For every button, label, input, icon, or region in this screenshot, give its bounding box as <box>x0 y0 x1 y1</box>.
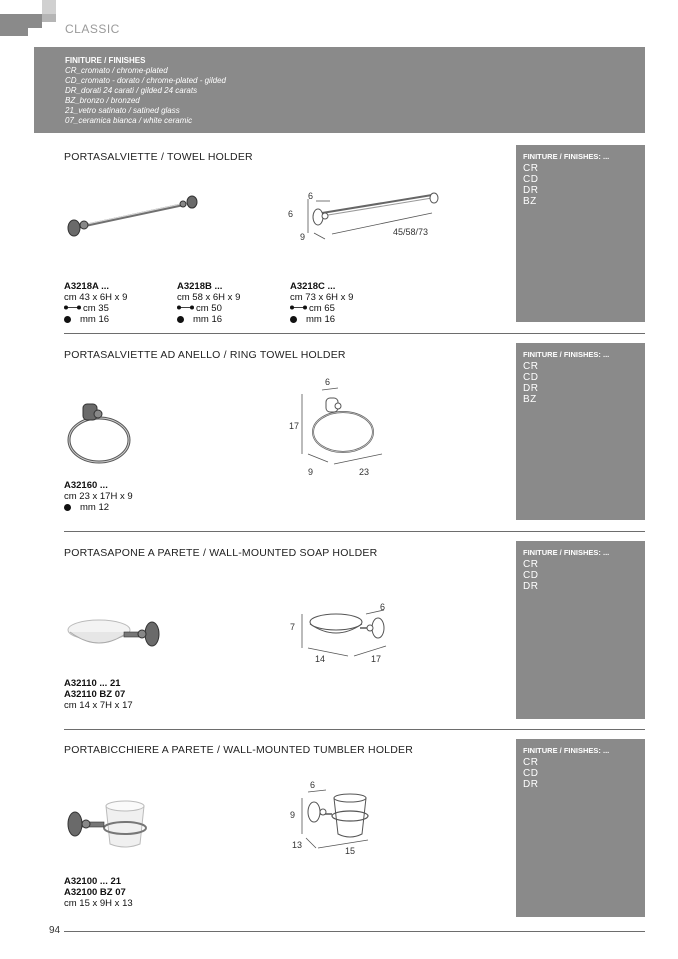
footer-rule <box>64 931 645 932</box>
product-spec-a32160 <box>64 480 133 513</box>
finish-code: CR <box>523 361 539 372</box>
center-distance: cm 50 <box>196 303 222 314</box>
panel-heading: FINITURE / FINISHES: ... <box>523 152 610 161</box>
section-divider <box>64 729 645 730</box>
product-size: cm 58 x 6H x 9 <box>177 292 241 303</box>
product-size: cm 73 x 6H x 9 <box>290 292 354 303</box>
finish-code: DR <box>523 581 539 592</box>
tube-diameter-icon <box>64 504 71 511</box>
finishes-panel-soap-holder <box>516 541 645 719</box>
tube-diameter: mm 16 <box>193 314 223 325</box>
dim-width: 15 <box>345 846 356 856</box>
product-spec-a3218b <box>177 281 240 325</box>
page-number: 94 <box>49 925 61 936</box>
finish-item: DR_dorati 24 carati / gilded 24 carats <box>65 86 198 95</box>
dim-depth: 6 <box>380 602 386 612</box>
product-code-alt: A32110 BZ 07 <box>64 689 126 700</box>
dim-depth: 6 <box>325 377 331 387</box>
dim-projection: 17 <box>371 654 382 664</box>
finish-item: CR_cromato / chrome-plated <box>65 66 168 75</box>
ring-holder-photo <box>64 400 139 470</box>
finish-code: BZ <box>523 196 537 207</box>
product-spec-a32100 <box>64 876 133 909</box>
finishes-panel-towel-holder <box>516 145 645 322</box>
finish-code: DR <box>523 779 539 790</box>
section-title-tumbler-holder: PORTABICCHIERE A PARETE / WALL-MOUNTED TUMBLER HOLDER <box>64 744 413 756</box>
finishes-panel-ring-towel-holder <box>516 343 645 520</box>
dim-projection: 13 <box>292 840 303 850</box>
finish-code: DR <box>523 383 539 394</box>
center-distance: cm 35 <box>83 303 109 314</box>
product-code: A32110 ... 21 <box>64 678 121 689</box>
finish-item: 21_vetro satinato / satined glass <box>65 106 180 115</box>
dim-height: 6 <box>288 209 294 219</box>
section-title-soap-holder: PORTASAPONE A PARETE / WALL-MOUNTED SOAP HOLDER <box>64 547 378 559</box>
section-title-ring-towel-holder: PORTASALVIETTE AD ANELLO / RING TOWEL HOLDER <box>64 349 346 361</box>
dim-width: 23 <box>359 467 370 477</box>
towel-bar-photo <box>64 195 204 240</box>
soap-holder-drawing <box>298 608 398 663</box>
brand-title: CLASSIC <box>65 22 120 36</box>
product-spec-a3218a <box>64 281 127 325</box>
finishes-panel-tumbler-holder <box>516 739 645 917</box>
product-code: A3218A ... <box>64 281 110 292</box>
panel-heading: FINITURE / FINISHES: ... <box>523 548 610 557</box>
product-code: A3218B ... <box>177 281 223 292</box>
section-divider <box>64 333 645 334</box>
finish-code: CD <box>523 174 539 185</box>
corner-logo-mark <box>0 0 56 36</box>
tube-diameter-icon <box>290 316 297 323</box>
product-spec-a3218c <box>290 281 353 325</box>
finish-code: DR <box>523 185 539 196</box>
product-code: A3218C ... <box>290 281 336 292</box>
tube-diameter-icon <box>177 316 184 323</box>
dim-height: 9 <box>290 810 296 820</box>
tube-diameter: mm 16 <box>80 314 110 325</box>
section-divider <box>64 531 645 532</box>
tube-diameter: mm 12 <box>80 502 110 513</box>
product-spec-a32110 <box>64 678 133 711</box>
product-size: cm 14 x 7H x 17 <box>64 700 133 711</box>
dim-width: 14 <box>315 654 326 664</box>
tube-diameter: mm 16 <box>306 314 336 325</box>
ring-holder-drawing <box>298 388 388 468</box>
section-title-towel-holder: PORTASALVIETTE / TOWEL HOLDER <box>64 151 253 163</box>
product-size: cm 23 x 17H x 9 <box>64 491 133 502</box>
finish-code: CD <box>523 768 539 779</box>
dim-depth: 6 <box>310 780 316 790</box>
center-distance-icon <box>290 305 307 310</box>
dim-length: 45/58/73 <box>393 227 429 237</box>
finishes-legend <box>34 47 645 133</box>
finish-item: BZ_bronzo / bronzed <box>65 96 140 105</box>
finish-code: BZ <box>523 394 537 405</box>
product-size: cm 43 x 6H x 9 <box>64 292 128 303</box>
center-distance-icon <box>64 305 81 310</box>
finish-code: CD <box>523 570 539 581</box>
panel-heading: FINITURE / FINISHES: ... <box>523 746 610 755</box>
tumbler-holder-photo <box>66 800 148 850</box>
dim-depth: 6 <box>308 191 314 201</box>
finishes-heading: FINITURE / FINISHES <box>65 56 146 65</box>
tumbler-holder-drawing <box>296 790 376 860</box>
tube-diameter-icon <box>64 316 71 323</box>
finish-code: CR <box>523 757 539 768</box>
product-code: A32160 ... <box>64 480 108 491</box>
soap-holder-photo <box>66 616 166 656</box>
product-code-alt: A32100 BZ 07 <box>64 887 126 898</box>
finish-code: CD <box>523 372 539 383</box>
center-distance-icon <box>177 305 194 310</box>
finish-code: CR <box>523 559 539 570</box>
panel-heading: FINITURE / FINISHES: ... <box>523 350 610 359</box>
dim-height: 17 <box>289 421 300 431</box>
center-distance: cm 65 <box>309 303 335 314</box>
finish-code: CR <box>523 163 539 174</box>
finish-item: CD_cromato - dorato / chrome-plated - gilded <box>65 76 226 85</box>
finish-item: 07_ceramica bianca / white ceramic <box>65 116 193 125</box>
dim-projection: 9 <box>308 467 314 477</box>
product-code: A32100 ... 21 <box>64 876 122 887</box>
dim-projection: 9 <box>300 232 306 242</box>
product-size: cm 15 x 9H x 13 <box>64 898 133 909</box>
dim-height: 7 <box>290 622 296 632</box>
